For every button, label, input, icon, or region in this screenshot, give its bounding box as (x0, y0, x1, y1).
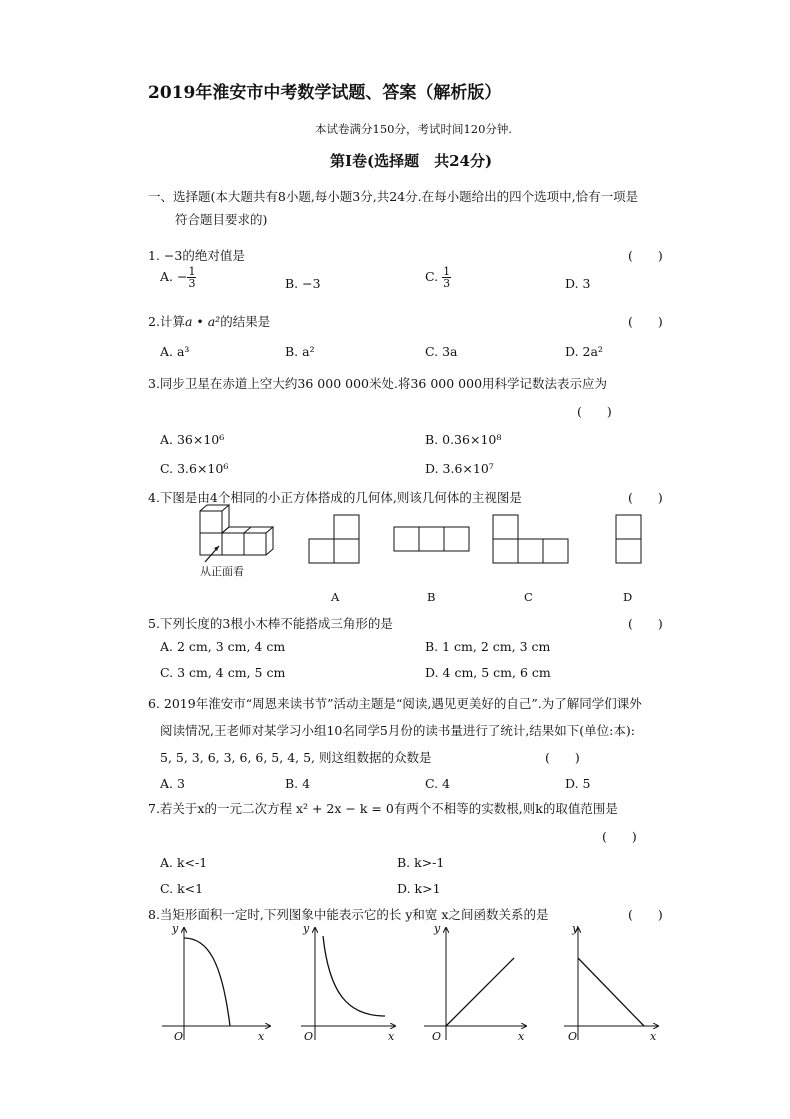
q5-option-d[interactable]: D. 4 cm, 5 cm, 6 cm (425, 665, 551, 680)
q6-answer-paren[interactable]: ( ) (545, 750, 580, 765)
q6-option-d[interactable]: D. 5 (565, 776, 591, 791)
part-intro-line1: 一、选择题(本大题共有8小题,每小题3分,共24分.在每小题给出的四个选项中,恰有一项是 (148, 189, 639, 204)
q4-caption: 从正面看 (200, 565, 244, 578)
q5-option-b[interactable]: B. 1 cm, 2 cm, 3 cm (425, 639, 551, 654)
q2-stem (148, 312, 270, 330)
q4-view-d[interactable] (614, 513, 644, 565)
q3-option-d[interactable]: D. 3.6×10⁷ (425, 461, 494, 476)
q5-option-a[interactable]: A. 2 cm, 3 cm, 4 cm (160, 639, 286, 654)
q8-c-y-label: y (434, 922, 441, 935)
q8-graph-b[interactable] (295, 922, 410, 1047)
q6-stem-line3: 5, 5, 3, 6, 3, 6, 6, 5, 4, 5, 则这组数据的众数是 (160, 750, 432, 765)
q7-option-b[interactable]: B. k>-1 (397, 855, 445, 870)
q3-option-a[interactable]: A. 36×10⁶ (160, 432, 225, 447)
q1-stem: 1. −3的绝对值是 (148, 248, 245, 263)
q8-a-y-label: y (172, 922, 179, 935)
q7-option-a[interactable]: A. k<-1 (160, 855, 208, 870)
q8-c-origin: O (432, 1030, 442, 1043)
q6-stem-line1: 6. 2019年淮安市“周恩来读书节”活动主题是“阅读,遇见更美好的自己”.为了解同学们课外 (148, 696, 642, 711)
q4-view-c[interactable] (491, 513, 571, 565)
q5-answer-paren[interactable]: ( ) (628, 616, 663, 631)
doc-subtitle: 本试卷满分150分，考试时间120分钟. (315, 122, 513, 136)
q3-stem: 3.同步卫星在赤道上空大约36 000 000米处.将36 000 000用科学记数法表示应为 (148, 376, 608, 391)
q7-option-c[interactable]: C. k<1 (160, 881, 204, 896)
q2-option-a[interactable]: A. a³ (160, 344, 190, 359)
q4-label-c: C (524, 590, 533, 604)
q4-view-b[interactable] (393, 526, 473, 554)
q4-arrow-icon (203, 542, 223, 564)
q6-option-c[interactable]: C. 4 (425, 776, 451, 791)
q4-label-b: B (427, 590, 436, 604)
q8-graph-d[interactable] (560, 922, 675, 1047)
q6-stem-line2: 阅读情况,王老师对某学习小组10名同学5月份的读书量进行了统计,结果如下(单位:本): (160, 723, 635, 738)
q2-answer-paren[interactable]: ( ) (628, 314, 663, 329)
q1-option-c-prefix: C. (425, 269, 443, 284)
q8-b-x-label: x (388, 1030, 395, 1043)
q2-option-c[interactable]: C. 3a (425, 344, 458, 359)
q2-stem-pre: 2.计算 (148, 314, 185, 329)
q2-stem-expr: a • a² (184, 314, 221, 329)
q1-option-c-fraction (442, 266, 451, 289)
q1-option-a-fraction (187, 266, 196, 289)
q3-answer-paren[interactable]: ( ) (577, 404, 612, 419)
q1-answer-paren[interactable]: ( ) (628, 248, 663, 263)
q5-stem: 5.下列长度的3根小木棒不能搭成三角形的是 (148, 616, 393, 631)
q2-stem-post: 的结果是 (220, 314, 271, 329)
q4-label-d: D (623, 590, 633, 604)
q8-d-y-label: y (572, 922, 579, 935)
q1-a-denominator: 3 (188, 277, 196, 290)
q8-a-origin: O (174, 1030, 184, 1043)
q8-graph-c[interactable] (420, 922, 535, 1047)
q2-option-d[interactable]: D. 2a² (565, 344, 603, 359)
q8-c-x-label: x (518, 1030, 525, 1043)
q8-b-origin: O (304, 1030, 314, 1043)
q1-option-a-prefix: A. − (160, 269, 188, 284)
q1-option-d[interactable]: D. 3 (565, 276, 591, 291)
q1-option-c[interactable] (425, 266, 451, 289)
q8-b-y-label: y (303, 922, 310, 935)
q1-c-numerator: 1 (443, 265, 451, 278)
q4-view-a[interactable] (307, 513, 362, 565)
part-intro-line2: 符合题目要求的) (175, 212, 268, 227)
q8-answer-paren[interactable]: ( ) (628, 907, 663, 922)
q1-option-b[interactable]: B. −3 (285, 276, 321, 291)
q3-option-b[interactable]: B. 0.36×10⁸ (425, 432, 502, 447)
doc-title: 2019年淮安市中考数学试题、答案（解析版） (148, 83, 502, 103)
q8-d-origin: O (568, 1030, 578, 1043)
q8-a-x-label: x (258, 1030, 265, 1043)
q1-a-numerator: 1 (188, 265, 196, 278)
q4-stem: 4.下图是由4个相同的小正方体搭成的几何体,则该几何体的主视图是 (148, 490, 522, 505)
q7-option-d[interactable]: D. k>1 (397, 881, 441, 896)
q7-answer-paren[interactable]: ( ) (602, 829, 637, 844)
q4-answer-paren[interactable]: ( ) (628, 490, 663, 505)
q8-d-x-label: x (650, 1030, 657, 1043)
section-heading: 第Ⅰ卷(选择题 共24分) (330, 152, 493, 170)
q1-option-a[interactable] (160, 266, 196, 289)
q2-option-b[interactable]: B. a² (285, 344, 315, 359)
q8-stem: 8.当矩形面积一定时,下列图象中能表示它的长 y和宽 x之间函数关系的是 (148, 907, 549, 922)
q1-c-denominator: 3 (443, 277, 451, 290)
q6-option-a[interactable]: A. 3 (160, 776, 185, 791)
q8-graph-a[interactable] (160, 922, 275, 1047)
q6-option-b[interactable]: B. 4 (285, 776, 311, 791)
q3-option-c[interactable]: C. 3.6×10⁶ (160, 461, 229, 476)
q5-option-c[interactable]: C. 3 cm, 4 cm, 5 cm (160, 665, 286, 680)
q4-label-a: A (331, 590, 340, 604)
q7-stem: 7.若关于x的一元二次方程 x² + 2x − k = 0有两个不相等的实数根,则k的取值范围是 (148, 801, 618, 816)
